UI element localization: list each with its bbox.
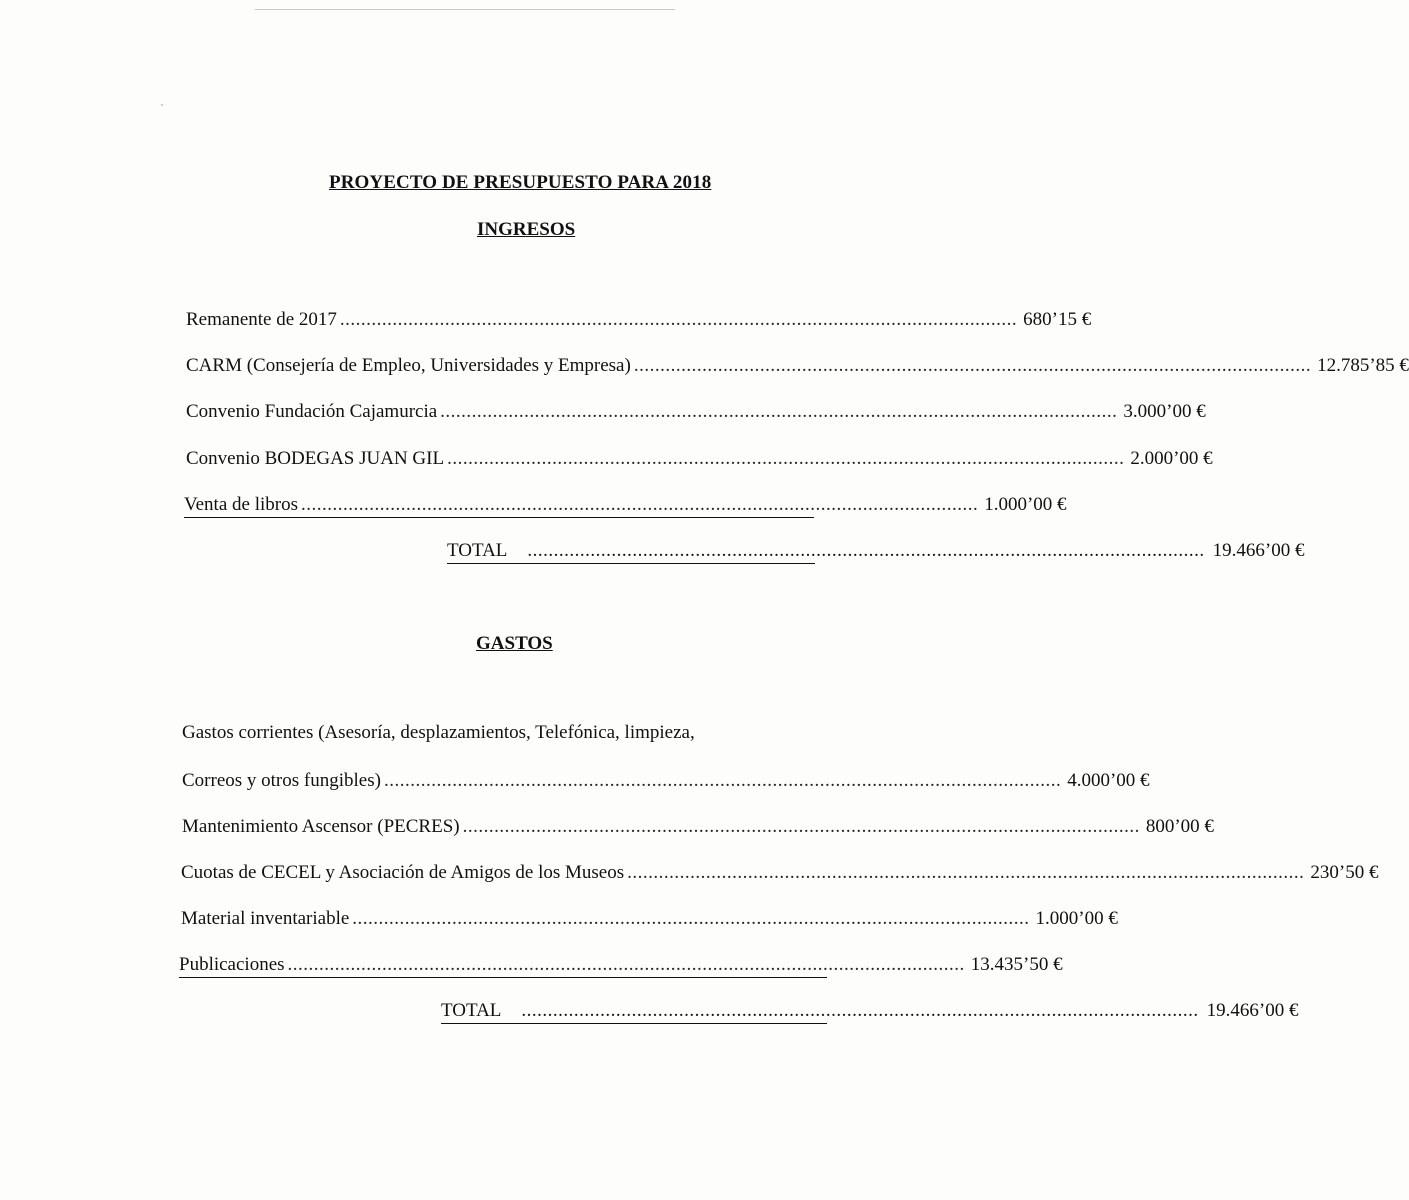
ingresos-heading: INGRESOS — [477, 219, 576, 240]
dot-leader: ................................................................................................................................. — [300, 494, 979, 515]
gastos-item-amount: 1.000’00 € — [1035, 908, 1118, 929]
dot-leader: ................................................................................................................................. — [339, 309, 1018, 330]
gastos-heading: GASTOS — [476, 633, 553, 654]
ingresos-item-label: Venta de libros — [184, 494, 298, 515]
scan-speck — [161, 104, 163, 106]
ingresos-total-label: TOTAL — [447, 540, 508, 561]
ingresos-item-amount: 680’15 € — [1023, 309, 1092, 330]
gastos-item-label: Correos y otros fungibles) — [182, 770, 381, 791]
dot-leader: ................................................................................................................................. — [521, 1000, 1199, 1021]
dot-leader: ................................................................................................................................. — [447, 448, 1125, 469]
gastos-total-label: TOTAL — [441, 1000, 502, 1021]
gastos-row — [179, 954, 1063, 978]
ingresos-item-label: CARM (Consejería de Empleo, Universidades y Empresa) — [186, 355, 631, 376]
dot-leader: ................................................................................................................................. — [383, 770, 1062, 791]
ingresos-row — [184, 494, 1067, 518]
gastos-total-amount: 19.466’00 € — [1206, 1000, 1299, 1021]
dot-leader: ................................................................................................................................. — [627, 862, 1305, 883]
gastos-item-label: Publicaciones — [179, 954, 285, 975]
dot-leader: ................................................................................................................................. — [633, 355, 1312, 376]
ingresos-total-row — [447, 540, 1305, 564]
ingresos-item-amount: 2.000’00 € — [1130, 448, 1213, 469]
ingresos-item-label: Convenio BODEGAS JUAN GIL — [186, 448, 445, 469]
ingresos-item-label: Convenio Fundación Cajamurcia — [186, 401, 438, 422]
dot-leader: ................................................................................................................................. — [462, 816, 1140, 837]
gastos-row — [181, 908, 1118, 930]
gastos-row — [182, 816, 1214, 838]
ingresos-item-label: Remanente de 2017 — [186, 309, 337, 330]
gastos-item-label: Mantenimiento Ascensor (PECRES) — [182, 816, 460, 837]
gastos-item-label: Cuotas de CECEL y Asociación de Amigos de los Museos — [181, 862, 625, 883]
ingresos-row — [186, 401, 1206, 423]
ingresos-row — [186, 309, 1092, 331]
gastos-item-label-line1: Gastos corrientes (Asesoría, desplazamientos, Telefónica, limpieza, — [182, 722, 695, 743]
dot-leader: ................................................................................................................................. — [527, 540, 1205, 561]
gastos-item-amount: 13.435’50 € — [970, 954, 1063, 975]
gastos-row — [181, 862, 1379, 884]
scan-edge-line — [255, 9, 675, 10]
dot-leader: ................................................................................................................................. — [287, 954, 965, 975]
ingresos-row — [186, 448, 1213, 470]
ingresos-total-amount: 19.466’00 € — [1212, 540, 1305, 561]
gastos-item-amount: 4.000’00 € — [1067, 770, 1150, 791]
dot-leader: ................................................................................................................................. — [352, 908, 1030, 929]
gastos-item-label: Material inventariable — [181, 908, 350, 929]
ingresos-item-amount: 3.000’00 € — [1123, 401, 1206, 422]
gastos-row — [182, 770, 1150, 792]
document-title: PROYECTO DE PRESUPUESTO PARA 2018 — [329, 172, 712, 193]
ingresos-item-amount: 12.785’85 € — [1317, 355, 1409, 376]
ingresos-row — [186, 355, 1409, 377]
ingresos-item-amount: 1.000’00 € — [984, 494, 1067, 515]
gastos-item-amount: 230’50 € — [1310, 862, 1379, 883]
gastos-item-amount: 800’00 € — [1145, 816, 1214, 837]
dot-leader: ................................................................................................................................. — [440, 401, 1118, 422]
gastos-total-row — [441, 1000, 1299, 1024]
